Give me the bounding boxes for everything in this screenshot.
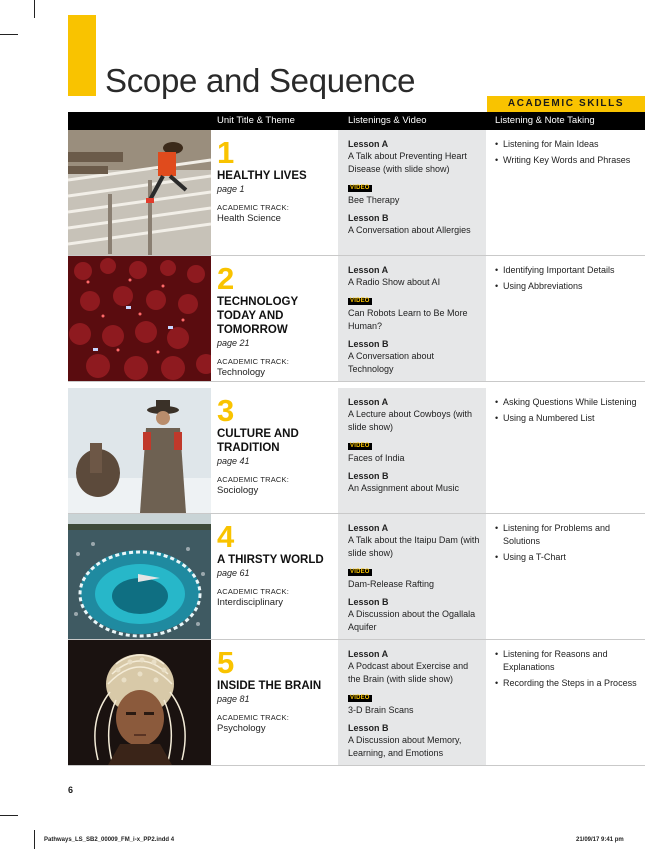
listenings-video-cell (338, 130, 486, 255)
academic-skills-banner: ACADEMIC SKILLS (487, 96, 645, 112)
unit-row-5 (68, 640, 645, 766)
video-title: Faces of India (348, 453, 405, 463)
unit-photo-cowboy (68, 388, 211, 513)
unit-name: HEALTHY LIVES (217, 170, 307, 182)
unit-page: page 21 (217, 338, 250, 348)
lesson-b-label: Lesson B (348, 597, 389, 607)
skills-cell (495, 522, 643, 567)
video-title: Bee Therapy (348, 195, 400, 205)
listenings-video-cell (338, 388, 486, 513)
unit-page: page 81 (217, 694, 250, 704)
header-unit-title: Unit Title & Theme (217, 115, 295, 126)
academic-track-label: ACADEMIC TRACK: (217, 713, 290, 722)
unit-row-3 (68, 388, 645, 514)
academic-track: Interdisciplinary (217, 597, 283, 608)
header-listening-note-taking: Listening & Note Taking (495, 115, 595, 126)
academic-track: Sociology (217, 485, 259, 496)
video-badge: VIDEO (350, 569, 370, 575)
video-badge: VIDEO (350, 298, 370, 304)
skill-item: • Listening for Main Ideas (495, 138, 643, 151)
unit-page: page 61 (217, 568, 250, 578)
unit-name: CULTURE AND TRADITION (217, 428, 299, 454)
lesson-a-label: Lesson A (348, 265, 389, 275)
unit-number: 5 (217, 645, 235, 680)
skill-item: • Using Abbreviations (495, 280, 643, 293)
unit-photo-runner (68, 130, 211, 255)
crop-mark (0, 34, 18, 35)
skill-item: • Asking Questions While Listening (495, 396, 643, 409)
lesson-b-text: A Discussion about Memory, Learning, and Emotions (348, 735, 462, 758)
academic-track: Health Science (217, 213, 281, 224)
video-badge: VIDEO (350, 695, 370, 701)
lesson-b-text: An Assignment about Music (348, 483, 460, 493)
lesson-a-text: A Radio Show about AI (348, 277, 441, 287)
skills-cell (495, 396, 643, 428)
lesson-b-text: A Conversation about Allergies (348, 225, 471, 235)
lesson-a-text: A Podcast about Exercise and the Brain (with slide show) (348, 661, 469, 684)
unit-number: 4 (217, 519, 235, 554)
unit-photo-whirlpool (68, 514, 211, 639)
unit-row-4 (68, 514, 645, 640)
lesson-a-label: Lesson A (348, 649, 389, 659)
unit-row-1 (68, 130, 645, 256)
lesson-a-text: A Talk about the Itaipu Dam (with slide show) (348, 535, 480, 558)
skill-item: • Identifying Important Details (495, 264, 643, 277)
table-header (68, 112, 645, 130)
listenings-video-cell (338, 256, 486, 381)
unit-title-block (217, 135, 337, 224)
page-number: 6 (68, 785, 74, 795)
video-title: 3-D Brain Scans (348, 705, 414, 715)
video-badge: VIDEO (350, 443, 370, 449)
skills-cell (495, 264, 643, 296)
video-title: Dam-Release Rafting (348, 579, 435, 589)
skill-item: • Listening for Reasons and Explanations (495, 648, 643, 674)
unit-number: 3 (217, 393, 235, 428)
unit-page: page 41 (217, 456, 250, 466)
crop-mark (0, 815, 18, 816)
skill-item: • Recording the Steps in a Process (495, 677, 643, 690)
lesson-a-text: A Lecture about Cowboys (with slide show) (348, 409, 473, 432)
lesson-b-label: Lesson B (348, 213, 389, 223)
header-listening-video: Listenings & Video (348, 115, 427, 126)
academic-track-label: ACADEMIC TRACK: (217, 203, 290, 212)
lesson-b-text: A Discussion about the Ogallala Aquifer (348, 609, 476, 632)
lesson-b-label: Lesson B (348, 723, 389, 733)
academic-track: Psychology (217, 723, 266, 734)
unit-row-2 (68, 256, 645, 382)
skill-item: • Writing Key Words and Phrases (495, 154, 643, 167)
print-slug-date: 21/09/17 9:41 pm (576, 837, 624, 843)
crop-mark (34, 0, 35, 18)
unit-number: 2 (217, 261, 235, 296)
lesson-b-label: Lesson B (348, 471, 389, 481)
lesson-a-text: A Talk about Preventing Heart Disease (with slide show) (348, 151, 467, 174)
skills-cell (495, 138, 643, 170)
unit-name: A THIRSTY WORLD (217, 554, 324, 566)
lesson-b-label: Lesson B (348, 339, 389, 349)
title-accent-bar (68, 15, 96, 96)
video-badge: VIDEO (350, 185, 370, 191)
academic-track: Technology (217, 367, 266, 378)
unit-name: INSIDE THE BRAIN (217, 680, 322, 692)
unit-title-block (217, 393, 337, 496)
listenings-video-cell (338, 640, 486, 765)
unit-number: 1 (217, 135, 235, 170)
video-title: Can Robots Learn to Be More Human? (348, 308, 468, 331)
unit-title-block (217, 261, 337, 378)
skill-item: • Using a T-Chart (495, 551, 643, 564)
skill-item: • Using a Numbered List (495, 412, 643, 425)
academic-track-label: ACADEMIC TRACK: (217, 357, 290, 366)
print-slug-file: Pathways_LS_SB2_00009_FM_i-x_PP2.indd 4 (44, 837, 175, 843)
skills-cell (495, 648, 643, 693)
unit-photo-brain-electrodes (68, 640, 211, 765)
lesson-a-label: Lesson A (348, 139, 389, 149)
unit-page: page 1 (217, 184, 245, 194)
crop-mark (34, 830, 35, 849)
skill-item: • Listening for Problems and Solutions (495, 522, 643, 548)
unit-name: TECHNOLOGY TODAY AND TOMORROW (217, 296, 298, 336)
listenings-video-cell (338, 514, 486, 639)
unit-title-block (217, 645, 337, 734)
lesson-a-label: Lesson A (348, 397, 389, 407)
lesson-b-text: A Conversation about Technology (348, 351, 435, 374)
lesson-a-label: Lesson A (348, 523, 389, 533)
page-title: Scope and Sequence (105, 62, 416, 99)
academic-track-label: ACADEMIC TRACK: (217, 587, 290, 596)
unit-photo-crowd (68, 256, 211, 381)
unit-title-block (217, 519, 337, 608)
academic-track-label: ACADEMIC TRACK: (217, 475, 290, 484)
